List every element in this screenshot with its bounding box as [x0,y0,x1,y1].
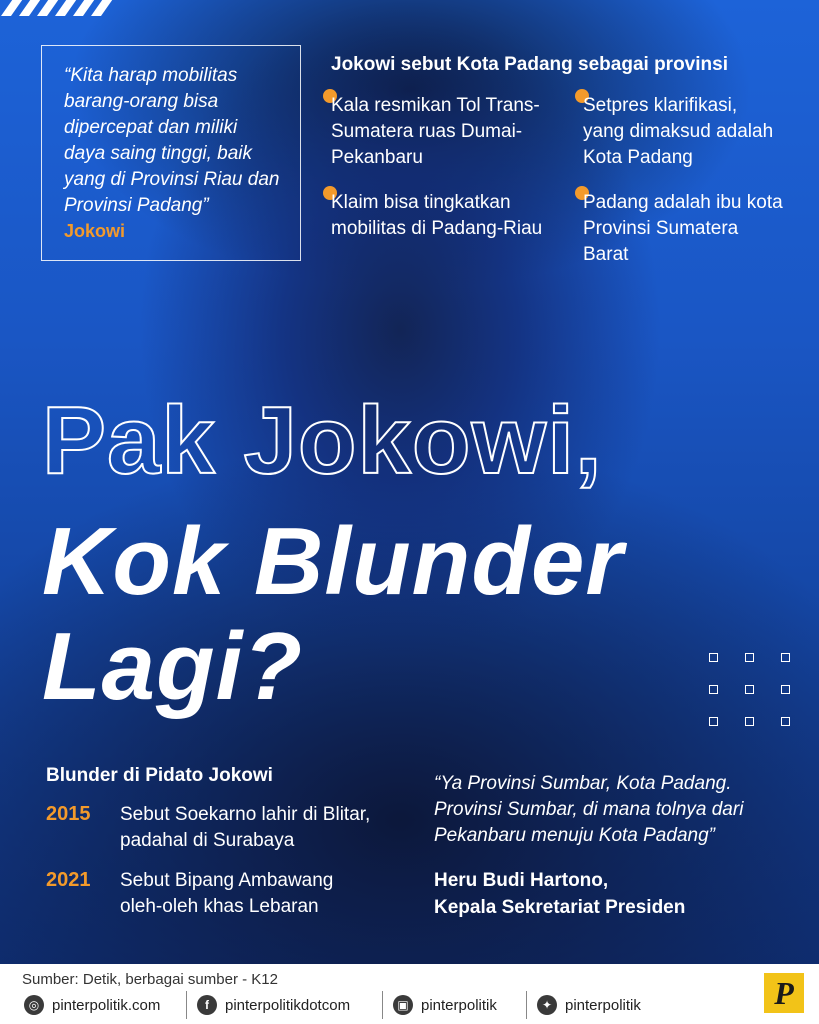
pinterpolitik-logo: P [764,973,804,1013]
source-text: Sumber: Detik, berbagai sumber - K12 [22,971,278,988]
jokowi-quote-author: Jokowi [64,221,126,241]
blunder-year: 2015 [46,803,91,825]
facts-title: Jokowi sebut Kota Padang sebagai provinsi [331,54,728,75]
footer-divider [382,991,383,1019]
facebook-icon: f [197,995,217,1015]
fact-item: Padang adalah ibu kota Provinsi Sumatera Barat [583,190,783,268]
jokowi-quote-text: “Kita harap mobilitas barang-orang bisa dipercepat dan miliki daya saing tinggi, baik yang di Provinsi Riau dan Provinsi Padang” [64,65,280,216]
social-facebook[interactable]: f pinterpolitikdotcom [197,993,350,1017]
instagram-icon: ▣ [393,995,413,1015]
social-instagram[interactable]: ▣ pinterpolitik [393,993,497,1017]
twitter-icon: ✦ [537,995,557,1015]
footer [0,964,819,1024]
blunder-description: Sebut Bipang Ambawang oleh-oleh khas Lebaran [120,870,334,917]
social-website[interactable]: ◎ pinterpolitik.com [24,993,160,1017]
fact-item: Setpres klarifikasi, yang dimaksud adalah Kota Padang [583,93,783,171]
fact-item: Kala resmikan Tol Trans-Sumatera ruas Dumai-Pekanbaru [331,93,546,171]
setpres-quote-text: “Ya Provinsi Sumbar, Kota Padang. Provinsi Sumbar, di mana tolnya dari Pekanbaru menuju Kota Padang” [434,773,744,846]
jokowi-quote-box [41,45,301,261]
fact-item: Klaim bisa tingkatkan mobilitas di Padang-Riau [331,190,546,242]
social-twitter[interactable]: ✦ pinterpolitik [537,993,641,1017]
setpres-author-name: Heru Budi Hartono, [434,870,609,891]
footer-divider [526,991,527,1019]
blunder-section-title: Blunder di Pidato Jokowi [46,765,273,786]
footer-divider [186,991,187,1019]
headline-line-1: Pak Jokowi, [42,387,603,494]
blunder-description: Sebut Soekarno lahir di Blitar, padahal di Surabaya [120,804,371,851]
blunder-year: 2021 [46,869,91,891]
setpres-author-title: Kepala Sekretariat Presiden [434,897,686,918]
globe-icon: ◎ [24,995,44,1015]
decorative-stripes [0,0,125,12]
setpres-quote-author [434,867,685,921]
headline-line-3: Lagi? [42,613,303,720]
headline-line-2: Kok Blunder [42,508,624,615]
decorative-square-grid [709,653,799,728]
